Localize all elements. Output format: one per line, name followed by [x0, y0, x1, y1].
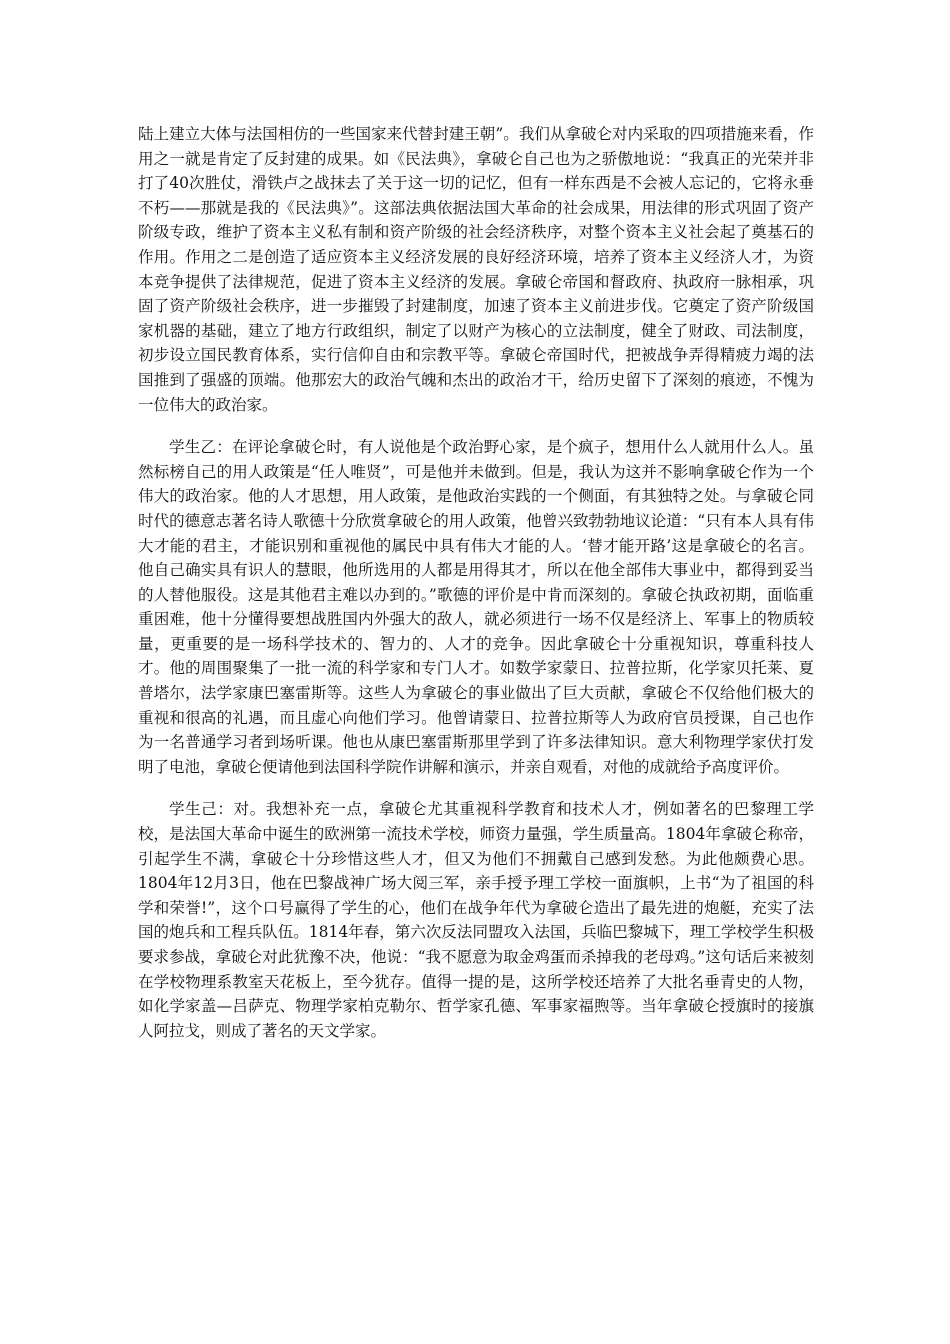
document-page — [138, 122, 814, 1061]
paragraph-student-ji: 学生己：对。我想补充一点，拿破仑尤其重视科学教育和技术人才，例如著名的巴黎理工学校，是法国大革命中诞生的欧洲第一流技术学校，师资力量强，学生质量高。1804年拿破仑称帝，引起学生不满，拿破仑十分珍惜这些人才，但又为他们不拥戴自己感到发愁。为此他颇费心思。1804年12月3日，他在巴黎战神广场大阅三军，亲手授予理工学校一面旗帜，上书“为了祖国的科学和荣誉!”，这个口号赢得了学生的心，他们在战争年代为拿破仑造出了最先进的炮艇，充实了法国的炮兵和工程兵队伍。1814年春，第六次反法同盟攻入法国，兵临巴黎城下，理工学校学生积极要求参战，拿破仑对此犹豫不决，他说：“我不愿意为取金鸡蛋而杀掉我的老母鸡。”这句话后来被刻在学校物理系教室天花板上，至今犹存。值得一提的是，这所学校还培养了大批名垂青史的人物，如化学家盖—吕萨克、物理学家柏克勒尔、哲学家孔德、军事家福煦等。当年拿破仑授旗时的接旗人阿拉戈，则成了著名的天文学家。 — [138, 800, 814, 1040]
paragraph-student-yi: 学生乙：在评论拿破仑时，有人说他是个政治野心家，是个疯子，想用什么人就用什么人。虽然标榜自己的用人政策是“任人唯贤”，可是他并未做到。但是，我认为这并不影响拿破仑作为一个伟大的政治家。他的人才思想，用人政策，是他政治实践的一个侧面，有其独特之处。与拿破仑同时代的德意志著名诗人歌德十分欣赏拿破仑的用人政策，他曾兴致勃勃地议论道：“只有本人具有伟大才能的君主，才能识别和重视他的属民中具有伟大才能的人。‘替才能开路’这是拿破仑的名言。他自己确实具有识人的慧眼，他所选用的人都是用得其才，所以在他全部伟大事业中，都得到妥当的人替他服役。这是其他君主难以办到的。”歌德的评价是中肯而深刻的。拿破仑执政初期，面临重重困难，他十分懂得要想战胜国内外强大的敌人，就必须进行一场不仅是经济上、军事上的物质较量，更重要的是一场科学技术的、智力的、人才的竞争。因此拿破仑十分重视知识，尊重科技人才。他的周围聚集了一批一流的科学家和专门人才。如数学家蒙日、拉普拉斯，化学家贝托莱、夏普塔尔，法学家康巴塞雷斯等。这些人为拿破仑的事业做出了巨大贡献，拿破仑不仅给他们极大的重视和很高的礼遇，而且虚心向他们学习。他曾请蒙日、拉普拉斯等人为政府官员授课，自己也作为一名普通学习者到场听课。他也从康巴塞雷斯那里学到了许多法律知识。意大利物理学家伏打发明了电池，拿破仑便请他到法国科学院作讲解和演示，并亲自观看，对他的成就给予高度评价。 — [138, 438, 814, 776]
paragraph-continuation: 陆上建立大体与法国相仿的一些国家来代替封建王朝”。我们从拿破仑对内采取的四项措施来看，作用之一就是肯定了反封建的成果。如《民法典》，拿破仑自己也为之骄傲地说：“我真正的光荣并非打了40次胜仗，滑铁卢之战抹去了关于这一切的记忆，但有一样东西是不会被人忘记的，它将永垂不朽——那就是我的《民法典》”。这部法典依据法国大革命的社会成果，用法律的形式巩固了资产阶级专政，维护了资本主义私有制和资产阶级的社会经济秩序，对整个资本主义社会起了奠基石的作用。作用之二是创造了适应资本主义经济发展的良好经济环境，培养了资本主义经济人才，为资本竞争提供了法律规范，促进了资本主义经济的发展。拿破仑帝国和督政府、执政府一脉相承，巩固了资产阶级社会秩序，进一步摧毁了封建制度，加速了资本主义前进步伐。它奠定了资产阶级国家机器的基础，建立了地方行政组织，制定了以财产为核心的立法制度，健全了财政、司法制度，初步设立国民教育体系，实行信仰自由和宗教平等。拿破仑帝国时代，把被战争弄得精疲力竭的法国推到了强盛的顶端。他那宏大的政治气魄和杰出的政治才干，给历史留下了深刻的痕迹，不愧为一位伟大的政治家。 — [138, 125, 814, 414]
